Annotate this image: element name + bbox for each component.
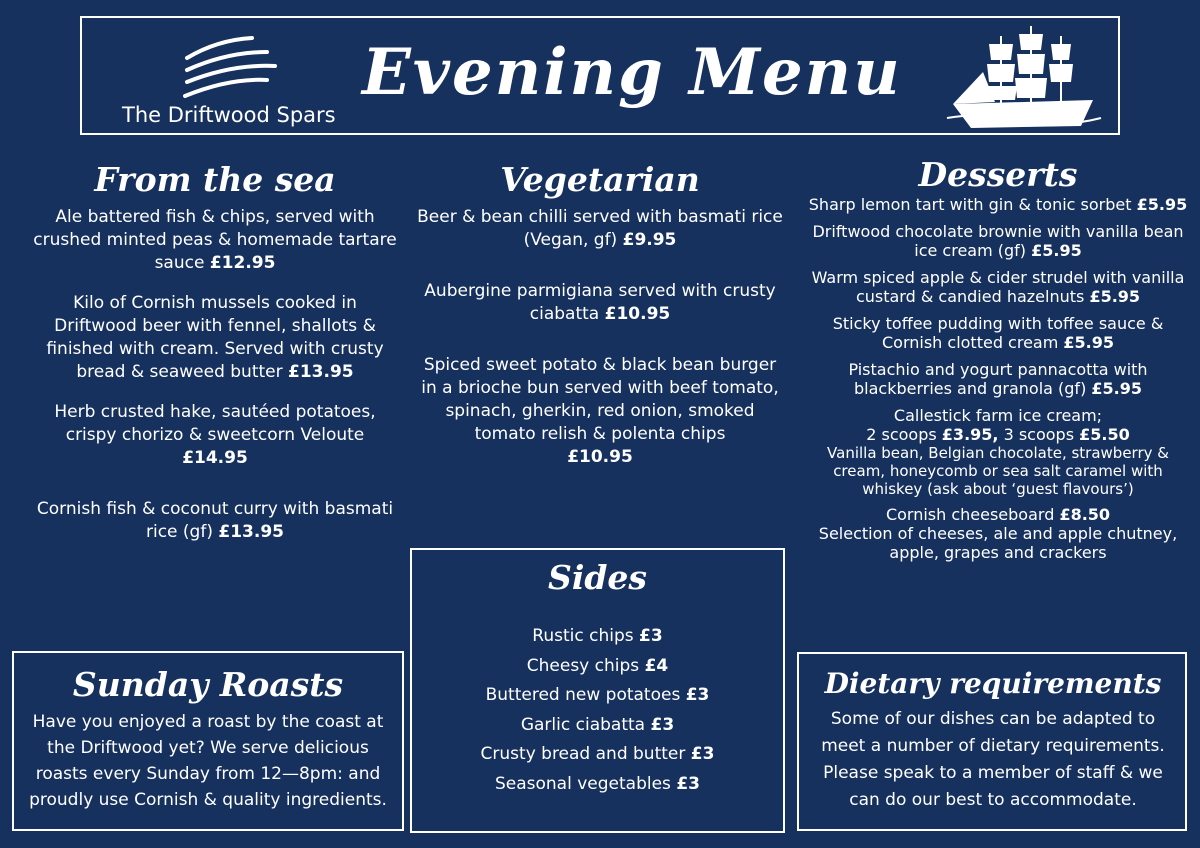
vegetarian-section (415, 160, 785, 469)
dietary-requirements-box (797, 652, 1187, 831)
side-item: Seasonal vegetables £3 (494, 773, 700, 794)
cheeseboard-item: Cornish cheeseboard £8.50 Selection of cheeses, ale and apple chutney, apple, grapes and crackers (818, 505, 1178, 562)
menu-item: Warm spiced apple & cider strudel with vanilla custard & candied hazelnuts £5.95 (811, 268, 1185, 306)
section-heading: Dietary requirements (824, 667, 1162, 700)
side-item: Crusty bread and butter £3 (480, 744, 715, 764)
header-banner (80, 16, 1120, 135)
logo-text: The Driftwood Spars (122, 103, 336, 127)
desserts-section (808, 155, 1188, 562)
menu-item: Spiced sweet potato & black bean burger in a brioche bun served with beef tomato, spinach, gherkin, red onion, smoked tomato relish & polenta chips £10.95 (421, 355, 779, 467)
menu-item: Ale battered fish & chips, served with crushed minted peas & homemade tartare sauce £12.95 (33, 207, 397, 273)
dietary-text: Some of our dishes can be adapted to meet a number of dietary requirements. Please speak to a member of staff & we can do our best to accommodate. (821, 709, 1165, 810)
menu-title: Evening Menu (362, 35, 902, 110)
menu-item: Driftwood chocolate brownie with vanilla bean ice cream (gf) £5.95 (812, 222, 1184, 260)
sailing-ship-icon (943, 22, 1103, 134)
section-heading: Desserts (918, 155, 1078, 194)
menu-item: Sharp lemon tart with gin & tonic sorbet £5.95 (808, 195, 1188, 214)
sunday-roasts-box (12, 651, 404, 831)
sides-box (410, 548, 785, 833)
ice-cream-item: Callestick farm ice cream; 2 scoops £3.95, 3 scoops £5.50 (866, 406, 1130, 444)
side-item: Buttered new potatoes £3 (485, 685, 710, 705)
section-heading: Vegetarian (500, 160, 700, 199)
section-heading: From the sea (94, 160, 336, 199)
side-item: Cheesy chips £4 (526, 655, 669, 676)
menu-item: Sticky toffee pudding with toffee sauce & Cornish clotted cream £5.95 (832, 314, 1164, 352)
from-the-sea-section (30, 160, 400, 544)
menu-item: Cornish fish & coconut curry with basmati rice (gf) £13.95 (36, 499, 394, 542)
section-heading: Sunday Roasts (72, 665, 344, 704)
menu-item: Herb crusted hake, sautéed potatoes, crispy chorizo & sweetcorn Veloute £14.95 (54, 402, 376, 468)
side-item: Rustic chips £3 (532, 626, 663, 646)
ice-cream-flavours: Vanilla bean, Belgian chocolate, strawberry & cream, honeycomb or sea salt caramel with whiskey (ask about ‘guest flavours’) (827, 444, 1169, 498)
menu-item: Kilo of Cornish mussels cooked in Driftwood beer with fennel, shallots & finished with cream. Served with crusty bread & seaweed butter £13.95 (46, 293, 384, 382)
side-item: Garlic ciabatta £3 (520, 714, 675, 735)
sunday-roasts-text: Have you enjoyed a roast by the coast at the Driftwood yet? We serve delicious roasts every Sunday from 12—8pm: and proudly use Cornish & quality ingredients. (29, 712, 387, 810)
section-heading: Sides (547, 558, 648, 597)
menu-item: Pistachio and yogurt pannacotta with blackberries and granola (gf) £5.95 (848, 360, 1148, 398)
menu-item: Beer & bean chilli served with basmati rice (Vegan, gf) £9.95 (417, 207, 783, 250)
menu-item: Aubergine parmigiana served with crusty ciabatta £10.95 (424, 281, 776, 324)
